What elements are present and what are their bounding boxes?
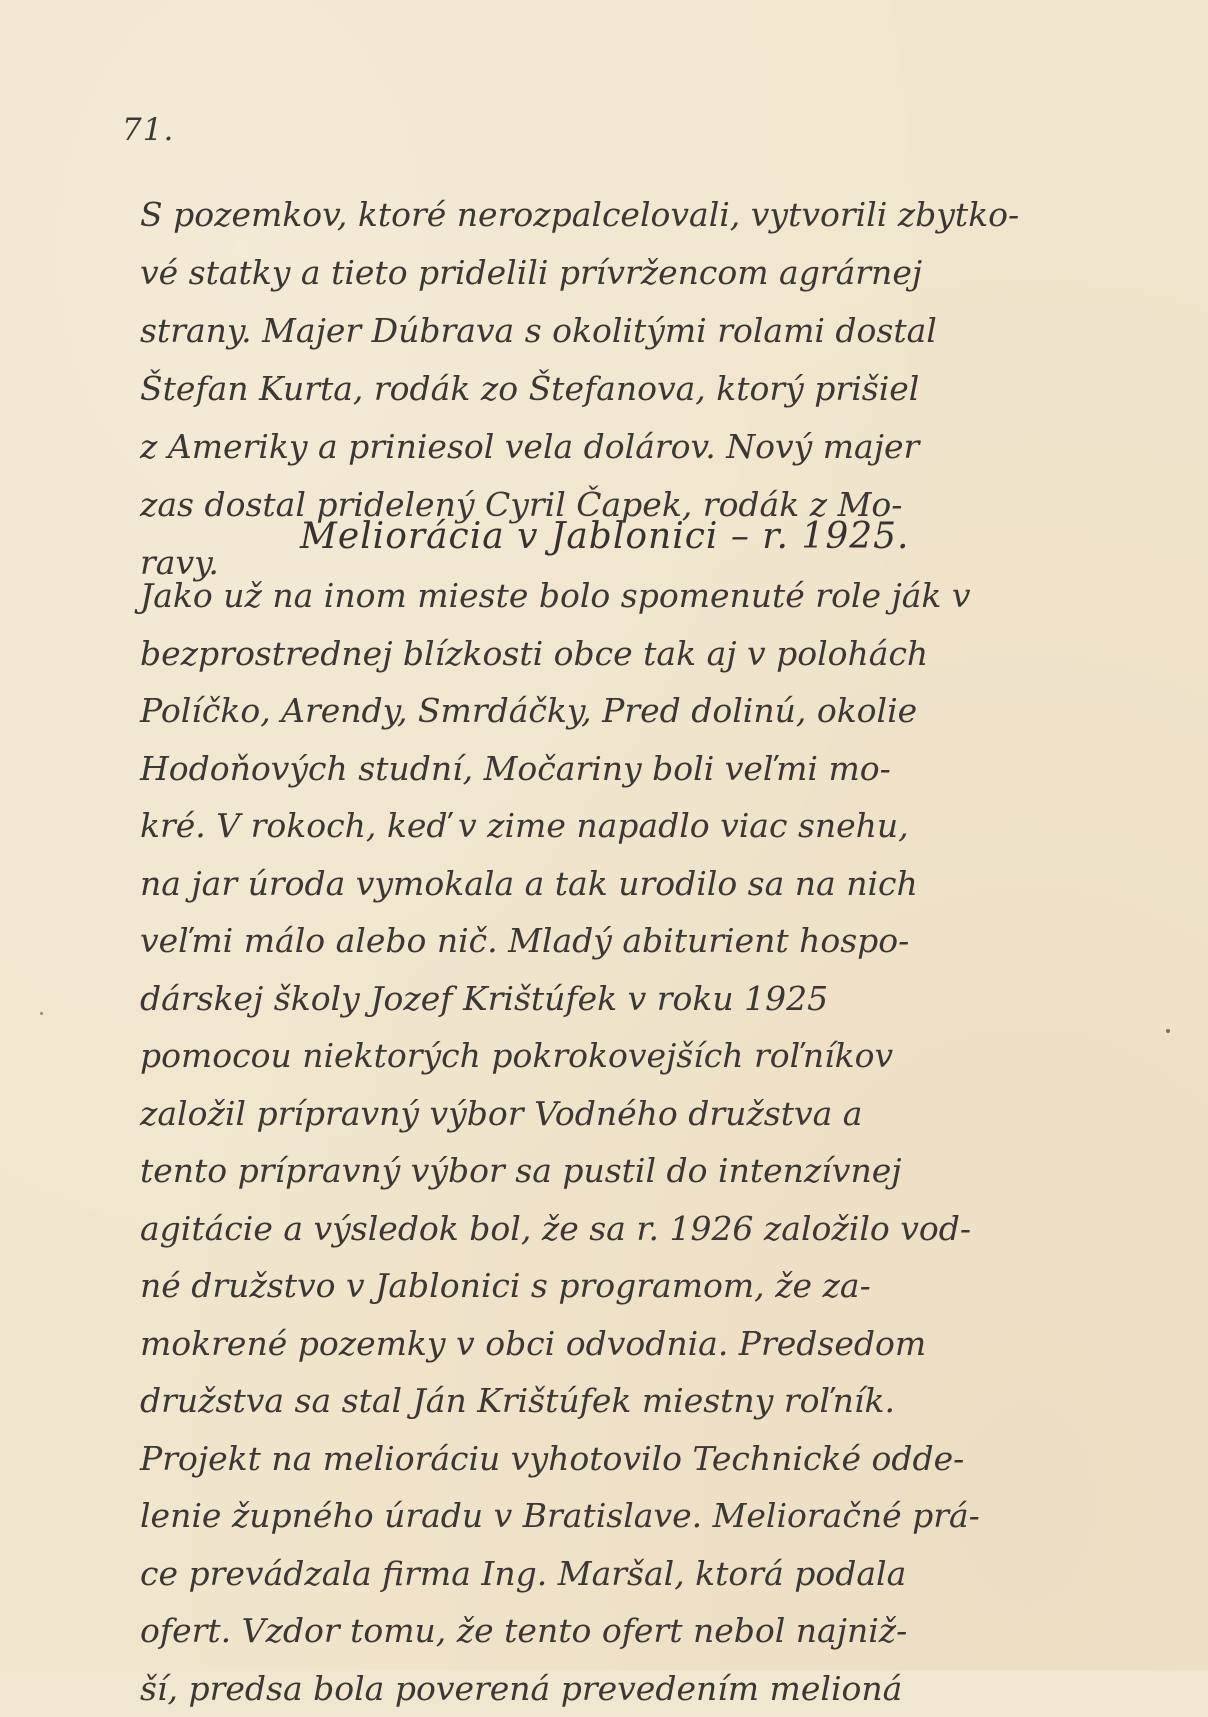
text-line: dárskej školy Jozef Krištúfek v roku 1925 [140,970,1150,1028]
paper-speck [1166,1029,1170,1033]
text-line: Štefan Kurta, rodák zo Štefanova, ktorý prišiel [140,360,1150,418]
text-line: Hodoňových studní, Močariny boli veľmi mo- [140,740,1150,798]
text-line: z Ameriky a priniesol vela dolárov. Nový majer [140,418,1150,476]
text-line: vé statky a tieto pridelili prívržencom agrárnej [140,244,1150,302]
paper-speck [40,1012,43,1015]
text-line: ce prevádzala firma Ing. Maršal, ktorá podala [140,1545,1150,1603]
text-line: mokrené pozemky v obci odvodnia. Predsedom [140,1315,1150,1373]
text-line: Políčko, Arendy, Smrdáčky, Pred dolinú, okolie [140,682,1150,740]
text-line: Projekt na melioráciu vyhotovilo Technické odde- [140,1430,1150,1488]
text-line: družstva sa stal Ján Krištúfek miestny roľník. [140,1372,1150,1430]
text-line: kré. V rokoch, keď v zime napadlo viac snehu, [140,797,1150,855]
section-heading: Meliorácia v Jablonici – r. 1925. [300,516,910,557]
text-line: na jar úroda vymokala a tak urodilo sa na nich [140,855,1150,913]
text-line: lenie župného úradu v Bratislave. Melioračné prá- [140,1487,1150,1545]
text-line: ší, predsa bola poverená prevedením melioná [140,1660,1150,1717]
text-line: agitácie a výsledok bol, že sa r. 1926 založilo vod- [140,1200,1150,1258]
text-line: ravy. [140,534,1150,592]
text-line: zas dostal pridelený Cyril Čapek, rodák z Mo- [140,476,1150,534]
text-line: ofert. Vzdor tomu, že tento ofert nebol najniž- [140,1602,1150,1660]
text-line: založil prípravný výbor Vodného družstva a [140,1085,1150,1143]
text-line: né družstvo v Jablonici s programom, že za- [140,1257,1150,1315]
text-line: veľmi málo alebo nič. Mladý abiturient hospo- [140,912,1150,970]
text-line: pomocou niektorých pokrokovejších roľníkov [140,1027,1150,1085]
paragraph-body [140,567,1150,1717]
text-line: bezprostrednej blízkosti obce tak aj v polohách [140,625,1150,683]
text-line: strany. Majer Dúbrava s okolitými rolami dostal [140,302,1150,360]
text-line: S pozemkov, ktoré nerozpalcelovali, vytvorili zbytko- [140,186,1150,244]
text-line: Jako už na inom mieste bolo spomenuté role ják v [140,567,1150,625]
text-line: tento prípravný výbor sa pustil do intenzívnej [140,1142,1150,1200]
page-number: 71. [122,112,174,148]
